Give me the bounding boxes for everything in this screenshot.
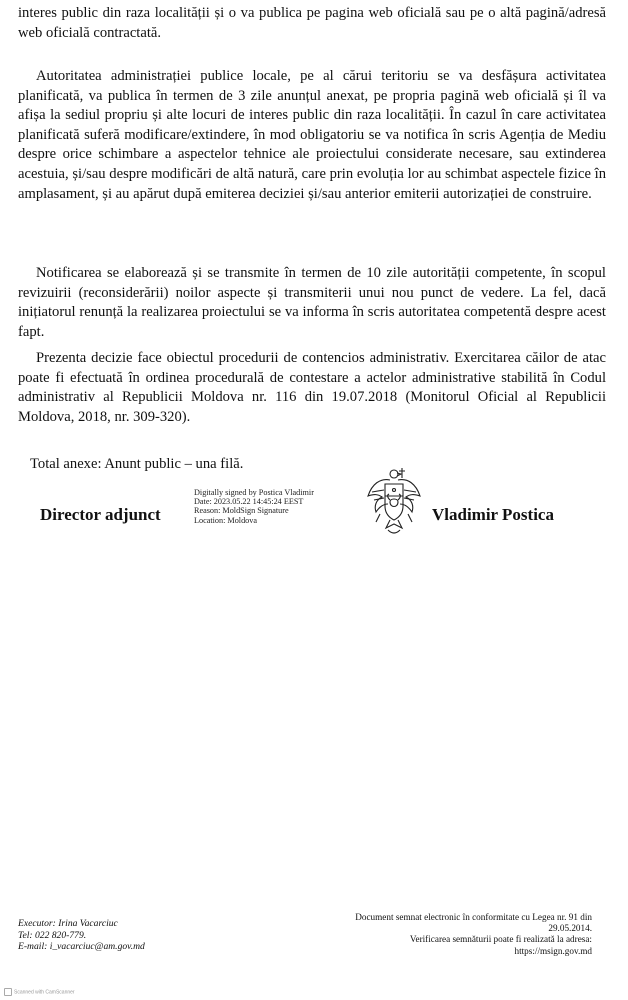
scanner-mark-text: Scanned with CamScanner [14, 989, 75, 996]
legal-line: Document semnat electronic în conformitate cu Legea nr. 91 din [355, 912, 592, 922]
signature-line: Location: Moldova [194, 515, 257, 525]
camscanner-icon [4, 988, 12, 996]
legal-line: 29.05.2014. [548, 923, 592, 934]
signer-name: Vladimir Postica [432, 505, 554, 524]
signature-line: Reason: MoldSign Signature [194, 506, 289, 516]
executor-phone: Tel: 022 820-779. [18, 929, 87, 941]
paragraph-1: interes public din raza localității și o va publica pe pagina web oficială sau pe o altă pagină/adresă web oficială contractată. [18, 5, 606, 41]
paragraph-2: Autoritatea administrației publice locale, pe al cărui teritoriu se va desfășura activitatea planificată, va publica în termen de 3 zile anunțul anexat, pe propria pagină web oficială și îl va afișa la sediul propriu și alte locuri de interes public din raza localității. În cazul în care activitatea planificată suferă modificare/extindere, în mod obligatoriu se va notifica în scris Agenția de Mediu despre orice schimbare a aspectelor tehnice ale proiectului considerate necesare, sau extinderea acestuia, și/sau despre modificări de altă natură, care prin evoluția lor au schimbat aspectele fizice în amplasament, și au apărut după emiterea deciziei și/sau anterior emiterii autorizației de construire. [18, 68, 606, 202]
legal-line: Verificarea semnăturii poate fi realizată la adresa: [409, 934, 592, 945]
digital-signature-block [194, 488, 364, 525]
total-annexes: Total anexe: Anunt public – una filă. [30, 456, 244, 472]
executor-email: E-mail: i_vacarciuc@am.gov.md [18, 941, 145, 953]
scanner-watermark [4, 988, 75, 996]
electronic-signature-note [300, 912, 592, 957]
moldova-coat-of-arms-icon [366, 466, 422, 538]
paragraph-3: Notificarea se elaborează și se transmite în termen de 10 zile autorității competente, în scopul revizuirii (reconsiderării) noilor aspecte și transmiterii unui nou punct de vedere. La fel, dacă inițiatorul renunță la realizarea proiectului se va informa în scris autoritatea competentă despre acest fapt. [18, 265, 606, 340]
signature-line: Digitally signed by Postica Vladimir [194, 488, 314, 497]
executor-name: Executor: Irina Vacarciuc [18, 918, 118, 929]
signer-position: Director adjunct [40, 505, 161, 524]
verification-url: https://msign.gov.md [514, 945, 592, 956]
executor-info [18, 918, 238, 953]
signature-line: Date: 2023.05.22 14:45:24 EEST [194, 497, 304, 507]
paragraph-4: Prezenta decizie face obiectul procedurii de contencios administrativ. Exercitarea căilor de atac poate fi efectuată în ordinea procedurală de contestare a actelor administrative stabilită în Codul administrativ al Republicii Moldova nr. 116 din 19.07.2018 (Monitorul Oficial al Republicii Moldova, 2018, nr. 309-320). [18, 350, 606, 425]
